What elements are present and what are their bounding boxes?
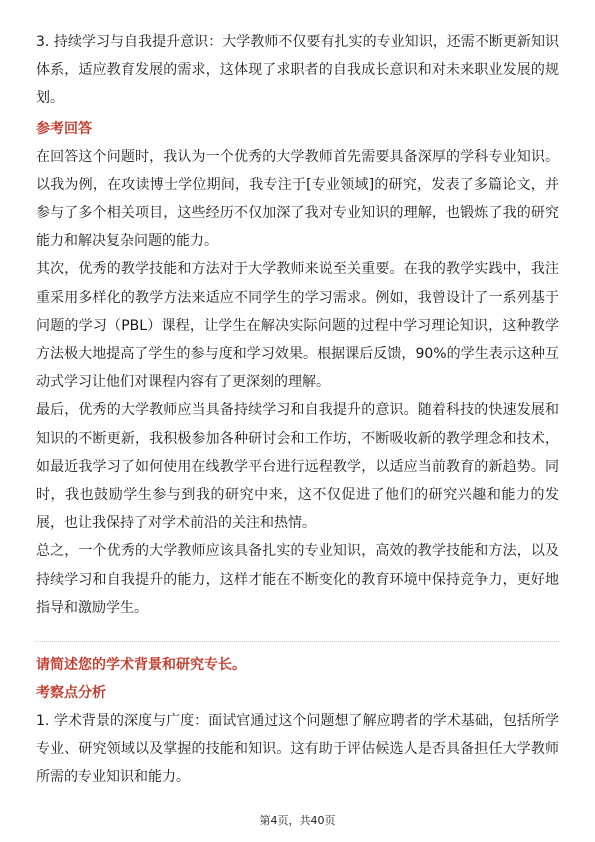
- answer-paragraph: 其次，优秀的教学技能和方法对于大学教师来说至关重要。在我的教学实践中，我注重采用多样化的教学方法来适应不同学生的学习需求。例如，我曾设计了一系列基于问题的学习（PBL）课程，让学生在解决实际问题的过程中学习理论知识，这种教学方法极大地提高了学生的参与度和学习效果。根据课后反馈，90%的学生表示这种互动式学习让他们对课程内容有了更深刻的理解。: [36, 261, 559, 391]
- answer-paragraph: 总之，一个优秀的大学教师应该具备扎实的专业知识，高效的教学技能和方法，以及持续学习和自我提升的能力，这样才能在不断变化的教育环境中保持竞争力，更好地指导和激励学生。: [36, 543, 559, 616]
- page-number-footer: 第4页，共40页: [259, 814, 336, 827]
- section-divider: [36, 641, 559, 642]
- answer-paragraph: 在回答这个问题时，我认为一个优秀的大学教师首先需要具备深厚的学科专业知识。以我为例，在攻读博士学位期间，我专注于[专业领域]的研究，发表了多篇论文，并参与了多个相关项目，这些经历不仅加深了我对专业知识的理解，也锻炼了我的研究能力和解决复杂问题的能力。: [36, 148, 559, 250]
- intro-point-paragraph: 3. 持续学习与自我提升意识：大学教师不仅要有扎实的专业知识，还需不断更新知识体系，适应教育发展的需求，这体现了求职者的自我成长意识和对未来职业发展的规划。: [36, 34, 559, 107]
- analysis-heading: 考察点分析: [36, 685, 106, 702]
- reference-answer-heading: 参考回答: [36, 120, 92, 137]
- answer-paragraph: 最后，优秀的大学教师应当具备持续学习和自我提升的意识。随着科技的快速发展和知识的不断更新，我积极参加各种研讨会和工作坊，不断吸收新的教学理念和技术，如最近我学习了如何使用在线教学平台进行远程教学，以适应当前教育的新趋势。同时，我也鼓励学生参与到我的研究中来，这不仅促进了他们的研究兴趣和能力的发展，也让我保持了对学术前沿的关注和热情。: [36, 402, 559, 532]
- document-page: [36, 28, 559, 792]
- analysis-point-paragraph: 1. 学术背景的深度与广度：面试官通过这个问题想了解应聘者的学术基础，包括所学专业、研究领域以及掌握的技能和知识。这有助于评估候选人是否具备担任大学教师所需的专业知识和能力。: [36, 713, 559, 786]
- question-title: 请简述您的学术背景和研究专长。: [36, 657, 246, 674]
